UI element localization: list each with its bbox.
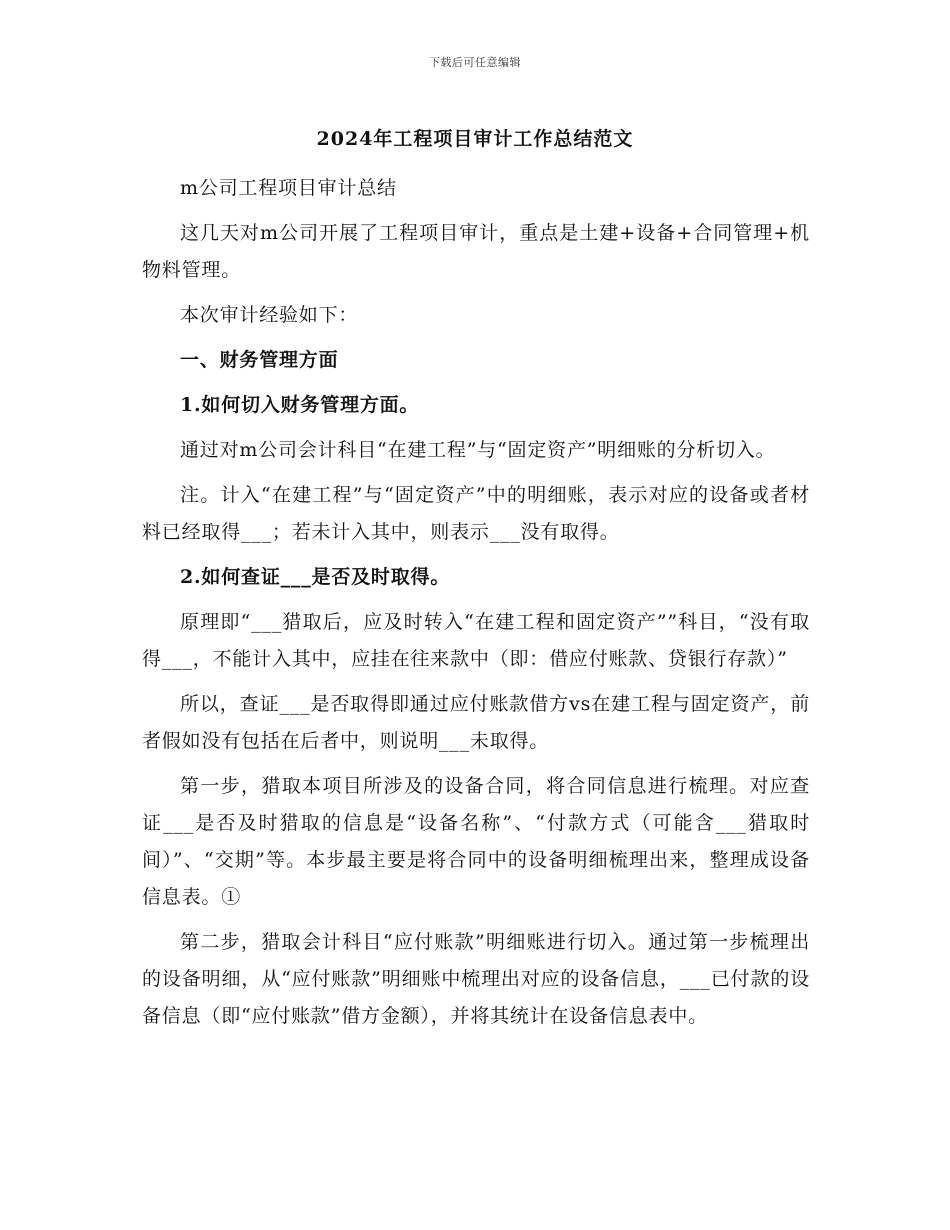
heading-section-1: 一、财务管理方面 <box>180 349 339 371</box>
paragraph-principle: 原理即“___猎取后，应及时转入“在建工程和固定资产””科目，“没有取得___，不能计入其中，应挂在往来款中（即：借应付账款、贷银行存款）” <box>142 611 810 670</box>
header-note: 下载后可任意编辑 <box>429 56 521 69</box>
paragraph-intro: 这几天对m公司开展了工程项目审计，重点是土建+设备+合同管理+机物料管理。 <box>142 222 810 281</box>
paragraph-therefore: 所以，查证___是否取得即通过应付账款借方vs在建工程与固定资产，前者假如没有包括在后者中，则说明___未取得。 <box>142 693 810 752</box>
heading-1-2: 2.如何查证___是否及时取得。 <box>180 566 451 588</box>
paragraph-experience: 本次审计经验如下： <box>180 304 359 326</box>
paragraph-subtitle: m公司工程项目审计总结 <box>180 177 397 199</box>
document-body <box>142 170 810 1035</box>
document-title: 2024年工程项目审计工作总结范文 <box>316 128 634 150</box>
heading-1-1: 1.如何切入财务管理方面。 <box>180 394 420 416</box>
paragraph-note: 注。计入“在建工程”与“固定资产”中的明细账，表示对应的设备或者材料已经取得___；若未计入其中，则表示___没有取得。 <box>142 484 810 543</box>
paragraph-step-1: 第一步，猎取本项目所涉及的设备合同，将合同信息进行梳理。对应查证___是否及时猎取的信息是“设备名称”、“付款方式（可能含___猎取时间）”、“交期”等。本步最主要是将合同中的设备明细梳理出来，整理成设备信息表。① <box>142 775 810 908</box>
paragraph-analysis: 通过对m公司会计科目“在建工程”与“固定资产”明细账的分析切入。 <box>180 439 776 461</box>
paragraph-step-2: 第二步，猎取会计科目“应付账款”明细账进行切入。通过第一步梳理出的设备明细，从“应付账款”明细账中梳理出对应的设备信息，___已付款的设备信息（即“应付账款”借方金额），并将其统计在设备信息表中。 <box>142 931 810 1027</box>
